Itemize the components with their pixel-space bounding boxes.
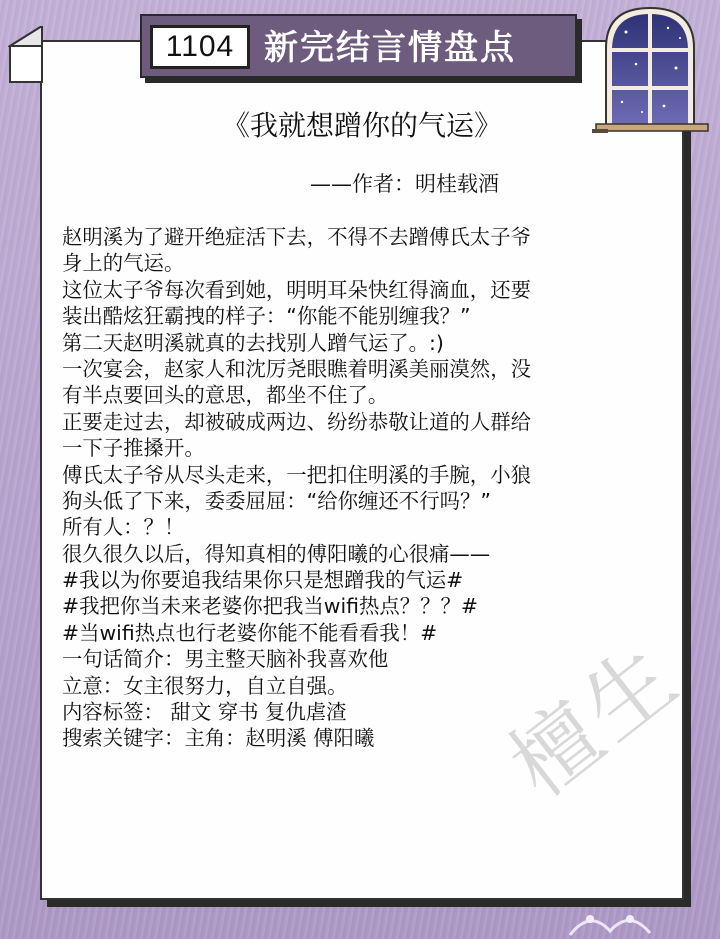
synopsis-line: 一次宴会，赵家人和沈厉尧眼瞧着明溪美丽漠然，没 [62, 356, 531, 381]
synopsis-line: 所有人：？！ [62, 515, 185, 540]
synopsis-line: 搜索关键字：主角：赵明溪 傅阳曦 [62, 726, 375, 751]
folded-corner-icon [8, 26, 44, 86]
synopsis-line: 傅氏太子爷从尽头走来，一把扣住明溪的手腕，小狼 [62, 462, 531, 487]
synopsis-line: 很久很久以后，得知真相的傅阳曦的心很痛—— [62, 541, 491, 566]
book-title: 《我就想蹭你的气运》 [221, 109, 502, 142]
synopsis-line: 有半点要回头的意思，都坐不住了。 [62, 383, 389, 408]
synopsis-line: 装出酷炫狂霸拽的样子：“你能不能别缠我？” [62, 304, 471, 329]
synopsis-line: 正要走过去，却被破成两边、纷纷恭敬让道的人群给 [62, 409, 531, 434]
synopsis-line: #我把你当未来老婆你把我当wifi热点？？？# [62, 594, 478, 619]
synopsis-line: 立意：女主很努力，自立自强。 [62, 673, 348, 698]
synopsis-line: 一下子推搡开。 [62, 436, 205, 461]
synopsis-line: 赵明溪为了避开绝症活下去，不得不去蹭傅氏太子爷 [62, 225, 531, 249]
watermark: 檀生 [492, 624, 699, 817]
author-line: ——作者：明桂载酒 [310, 172, 499, 196]
floral-decoration-icon [560, 905, 680, 939]
issue-number: 1104 [150, 25, 250, 69]
header-banner [140, 14, 577, 78]
synopsis-line: 身上的气运。 [62, 251, 185, 276]
synopsis-line: #当wifi热点也行老婆你能不能看看我！# [62, 620, 438, 645]
synopsis-line: #我以为你要追我结果你只是想蹭我的气运# [62, 568, 464, 593]
synopsis-line: 一句话简介：男主整天脑补我喜欢他 [62, 647, 389, 672]
synopsis-line: 这位太子爷每次看到她，明明耳朵快红得滴血，还要 [62, 277, 531, 302]
synopsis-line: 第二天赵明溪就真的去找别人蹭气运了。:) [62, 330, 444, 355]
header-title: 新完结言情盘点 [264, 28, 516, 68]
synopsis-line: 狗头低了下来，委委屈屈：“给你缠还不行吗？” [62, 488, 491, 513]
synopsis-line: 内容标签： 甜文 穿书 复仇虐渣 [62, 700, 347, 725]
